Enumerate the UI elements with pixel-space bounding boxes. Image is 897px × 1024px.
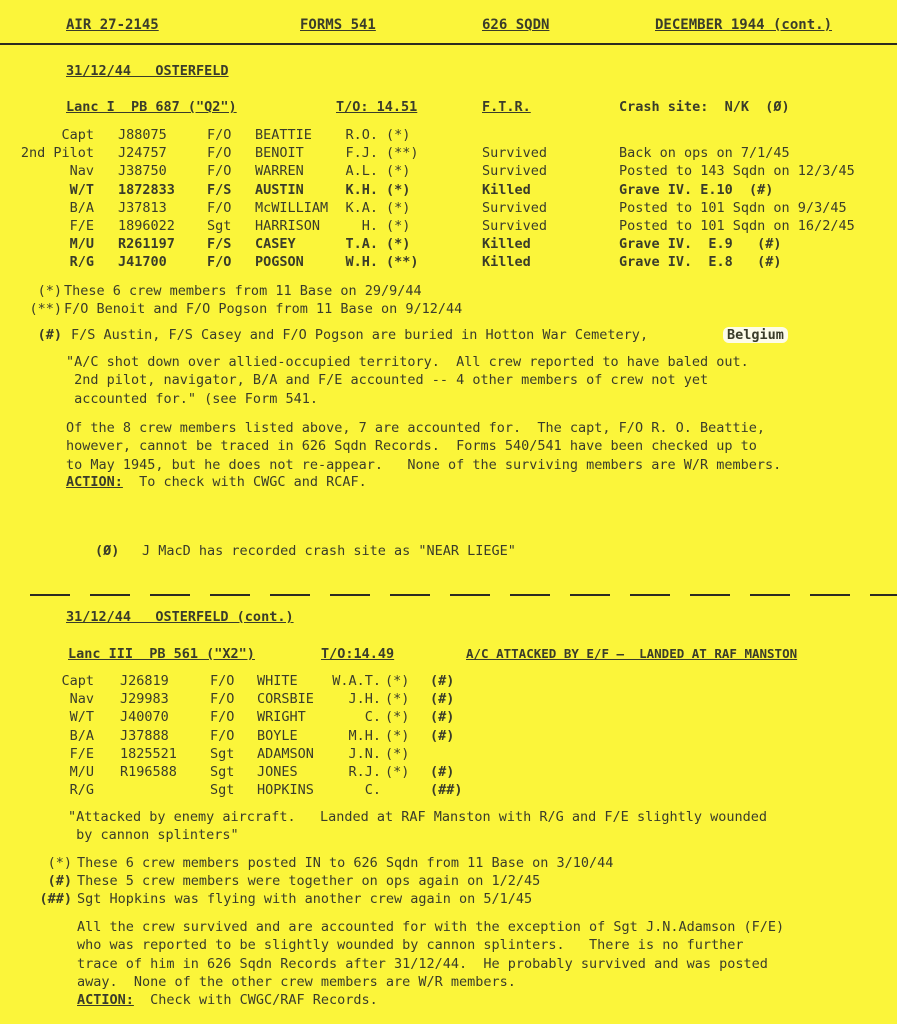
crew-rank: F/O (210, 709, 235, 726)
section2-title: 31/12/44 OSTERFELD (cont.) (66, 609, 294, 625)
crew-footnote-mark: (*) (385, 764, 410, 780)
divider-dash (510, 594, 550, 596)
section1-status: F.T.R. (482, 99, 531, 115)
crew-role: M/U (69, 764, 94, 780)
section1-summary: Of the 8 crew members listed above, 7 are accounted for. The capt, F/O R. O. Beattie, however, cannot be traced in 626 Sqdn Records. Forms 540/541 have been checked up to to May 1945, but he does not re-appear. None of the surviving members are W/R members. (66, 420, 782, 473)
table-row (0, 199, 897, 217)
crew-rank: Sgt (207, 218, 232, 234)
crew-rank: Sgt (210, 764, 235, 780)
crew-name: POGSON (255, 254, 304, 271)
crew-service-number: 1896022 (118, 218, 175, 234)
crew-name: WARREN (255, 163, 304, 180)
table-row (0, 763, 897, 781)
crew-name: BENOIT (255, 145, 304, 162)
footnote-text: These 5 crew members were together on ops again on 1/2/45 (77, 873, 541, 889)
crew-footnote-mark: (*) (386, 199, 411, 216)
section2-takeoff: T/O:14.49 (321, 646, 395, 662)
crew-name: AUSTIN (255, 181, 304, 198)
divider-dash (750, 594, 790, 596)
crew-role: R/G (69, 254, 94, 271)
crew-role: W/T (69, 181, 94, 198)
footnote-mark: (#) (47, 873, 72, 889)
footnote-text: These 6 crew members from 11 Base on 29/9/44 (64, 283, 422, 299)
crew-role: Capt (61, 673, 94, 689)
section1-action: ACTION: To check with CWGC and RCAF. (66, 474, 367, 490)
crew-initials: K.H. (345, 181, 378, 198)
crew-rank: F/O (207, 163, 232, 180)
footnote-mark: (*) (37, 283, 62, 299)
footnote-mark: (*) (47, 855, 72, 871)
crash-note-mark: (Ø) (95, 543, 120, 559)
divider-dash (270, 594, 310, 596)
crew-service-number: J40070 (120, 709, 169, 726)
table-row (0, 181, 897, 199)
crew-name: JONES (257, 764, 298, 780)
crew-role: F/E (69, 218, 94, 234)
section1-quote: "A/C shot down over allied-occupied territory. All crew reported to have baled out. 2nd pilot, navigator, B/A and F/E accounted -- 4 other members of crew not yet accounted for." (see Form 541. (66, 354, 749, 407)
crew-fate: Survived (482, 199, 548, 216)
crew-note: Grave IV. E.10 (#) (619, 181, 774, 198)
section2-quote: "Attacked by enemy aircraft. Landed at RAF Manston with R/G and F/E slightly wounded by cannon splinters" (68, 809, 767, 844)
crew-fate: Survived (482, 163, 548, 180)
divider-dash (330, 594, 370, 596)
crew-note: Posted to 143 Sqdn on 12/3/45 (619, 163, 855, 180)
divider-dash (390, 594, 430, 596)
country-label: Belgium (723, 326, 788, 344)
crew-footnote-mark: (**) (386, 254, 419, 271)
crew-ops-mark: (#) (430, 691, 455, 708)
crew-initials: H. (361, 218, 378, 234)
crew-initials: J.N. (348, 745, 381, 762)
footnote-mark: (**) (29, 301, 62, 317)
section1-aircraft: Lanc I PB 687 ("Q2") (66, 99, 237, 115)
crew-initials: J.H. (348, 691, 381, 708)
section2-status: A/C ATTACKED BY E/F — LANDED AT RAF MANSTON (466, 646, 798, 661)
crew-service-number: 1872833 (118, 181, 175, 198)
crew-footnote-mark: (*) (385, 691, 410, 708)
crew-fate: Survived (482, 145, 548, 162)
divider-dash (690, 594, 730, 596)
crew-rank: F/O (207, 254, 232, 271)
section1-title: 31/12/44 OSTERFELD (66, 63, 229, 79)
crew-ops-mark: (#) (430, 673, 455, 689)
table-row (0, 690, 897, 708)
crew-fate: Survived (482, 218, 548, 234)
crew-rank: F/S (207, 181, 232, 198)
crew-role: B/A (69, 199, 94, 216)
month-heading: DECEMBER 1944 (cont.) (655, 17, 833, 33)
table-row (0, 126, 897, 144)
crew-footnote-mark: (*) (386, 236, 411, 253)
section1-takeoff: T/O: 14.51 (336, 99, 418, 115)
crew-footnote-mark: (**) (386, 145, 419, 162)
table-row (0, 144, 897, 162)
table-row (0, 727, 897, 745)
section2-aircraft: Lanc III PB 561 ("X2") (68, 646, 255, 662)
crew-footnote-mark: (*) (385, 673, 410, 689)
section2-action: ACTION: Check with CWGC/RAF Records. (77, 992, 378, 1008)
crew-initials: R.J. (348, 764, 381, 780)
crew-role: W/T (69, 709, 94, 726)
crew-note: Grave IV. E.9 (#) (619, 236, 782, 253)
crew-role: R/G (69, 782, 94, 799)
table-row (0, 708, 897, 726)
crew-rank: F/O (207, 199, 232, 216)
crew-name: WHITE (257, 673, 298, 689)
crew-role: Nav (69, 691, 94, 708)
table-row (0, 162, 897, 180)
section2-summary: All the crew survived and are accounted for with the exception of Sgt J.N.Adamson (F/E) who was reported to be slightly wounded by cannon splinters. There is no further trace of him in 626 Sqdn Records after 31/12/44. He probably survived and was posted away. None of the other crew members are W/R members. (77, 919, 785, 990)
crew-rank: F/O (210, 727, 235, 744)
crew-name: ADAMSON (257, 745, 314, 762)
crew-footnote-mark: (*) (385, 709, 410, 726)
crew-rank: Sgt (210, 782, 235, 799)
divider-dash (810, 594, 850, 596)
divider-dash (90, 594, 130, 596)
crew-fate: Killed (482, 236, 531, 253)
crew-role: B/A (69, 727, 94, 744)
table-row (0, 235, 897, 253)
divider-dash (210, 594, 250, 596)
crew-footnote-mark: (*) (386, 127, 411, 143)
crew-name: BOYLE (257, 727, 298, 744)
footnote-text: Sgt Hopkins was flying with another crew again on 5/1/45 (77, 891, 533, 907)
crew-ops-mark: (#) (430, 727, 455, 744)
table-row (0, 745, 897, 763)
crew-role: M/U (69, 236, 94, 253)
crew-role: Capt (61, 127, 94, 143)
crew-footnote-mark: (*) (386, 181, 411, 198)
crew-initials: C. (364, 709, 381, 726)
crew-fate: Killed (482, 181, 531, 198)
crew-role: F/E (69, 745, 94, 762)
crew-note: Posted to 101 Sqdn on 16/2/45 (619, 218, 855, 234)
crew-name: McWILLIAM (255, 199, 329, 216)
section1-crash-site: Crash site: N/K (Ø) (619, 99, 790, 115)
crew-rank: F/S (207, 236, 232, 253)
crew-initials: K.A. (345, 199, 378, 216)
crew-initials: W.A.T. (332, 673, 381, 689)
crew-footnote-mark: (*) (385, 727, 410, 744)
table-row (0, 217, 897, 235)
crew-initials: A.L. (345, 163, 378, 180)
crash-note: J MacD has recorded crash site as "NEAR LIEGE" (142, 543, 516, 559)
crew-note: Grave IV. E.8 (#) (619, 254, 782, 271)
crew-service-number: J37888 (120, 727, 169, 744)
crew-ops-mark: (##) (430, 782, 463, 799)
crew-initials: C. (364, 782, 381, 799)
crew-name: BEATTIE (255, 127, 312, 143)
crew-rank: F/O (207, 145, 232, 162)
crew-footnote-mark: (*) (386, 218, 411, 234)
crew-service-number: J24757 (118, 145, 167, 162)
crew-service-number: J38750 (118, 163, 167, 180)
crew-rank: F/O (207, 127, 232, 143)
crew-service-number: J26819 (120, 673, 169, 689)
footnote-mark: (##) (39, 891, 72, 907)
crew-rank: F/O (210, 673, 235, 689)
crew-service-number: R196588 (120, 764, 177, 780)
table-row (0, 781, 897, 799)
divider-dash (570, 594, 610, 596)
crew-name: HOPKINS (257, 782, 314, 799)
crew-role: Nav (69, 163, 94, 180)
header-rule (0, 43, 897, 45)
crew-note: Posted to 101 Sqdn on 9/3/45 (619, 199, 847, 216)
form-number: FORMS 541 (300, 17, 376, 33)
divider-dash (150, 594, 190, 596)
divider-dash (30, 594, 70, 596)
crew-rank: Sgt (210, 745, 235, 762)
crew-footnote-mark: (*) (385, 745, 410, 762)
crew-rank: F/O (210, 691, 235, 708)
crew-service-number: 1825521 (120, 745, 177, 762)
crew-note: Back on ops on 7/1/45 (619, 145, 790, 162)
crew-ops-mark: (#) (430, 764, 455, 780)
crew-service-number: J29983 (120, 691, 169, 708)
footnote-text: F/O Benoit and F/O Pogson from 11 Base on 9/12/44 (64, 301, 463, 317)
crew-name: WRIGHT (257, 709, 306, 726)
crew-role: 2nd Pilot (20, 145, 94, 162)
table-row (0, 672, 897, 690)
doc-reference: AIR 27-2145 (66, 17, 159, 33)
footnote-mark: (#) (37, 327, 62, 343)
crew-service-number: J88075 (118, 127, 167, 143)
crew-fate: Killed (482, 254, 531, 271)
divider-dash (450, 594, 490, 596)
crew-name: CASEY (255, 236, 296, 253)
table-row (0, 253, 897, 271)
crew-initials: R.O. (345, 127, 378, 143)
crew-service-number: J37813 (118, 199, 167, 216)
crew-initials: W.H. (345, 254, 378, 271)
crew-name: HARRISON (255, 218, 321, 234)
footnote-text: F/S Austin, F/S Casey and F/O Pogson are buried in Hotton War Cemetery, (71, 327, 649, 343)
crew-initials: M.H. (348, 727, 381, 744)
crew-initials: F.J. (345, 145, 378, 162)
squadron: 626 SQDN (482, 17, 550, 33)
crew-service-number: J41700 (118, 254, 167, 271)
crew-service-number: R261197 (118, 236, 175, 253)
divider-dash (870, 594, 897, 596)
crew-name: CORSBIE (257, 691, 314, 708)
footnote-text: These 6 crew members posted IN to 626 Sqdn from 11 Base on 3/10/44 (77, 855, 614, 871)
crew-ops-mark: (#) (430, 709, 455, 726)
crew-footnote-mark: (*) (386, 163, 411, 180)
crew-initials: T.A. (345, 236, 378, 253)
divider-dash (630, 594, 670, 596)
